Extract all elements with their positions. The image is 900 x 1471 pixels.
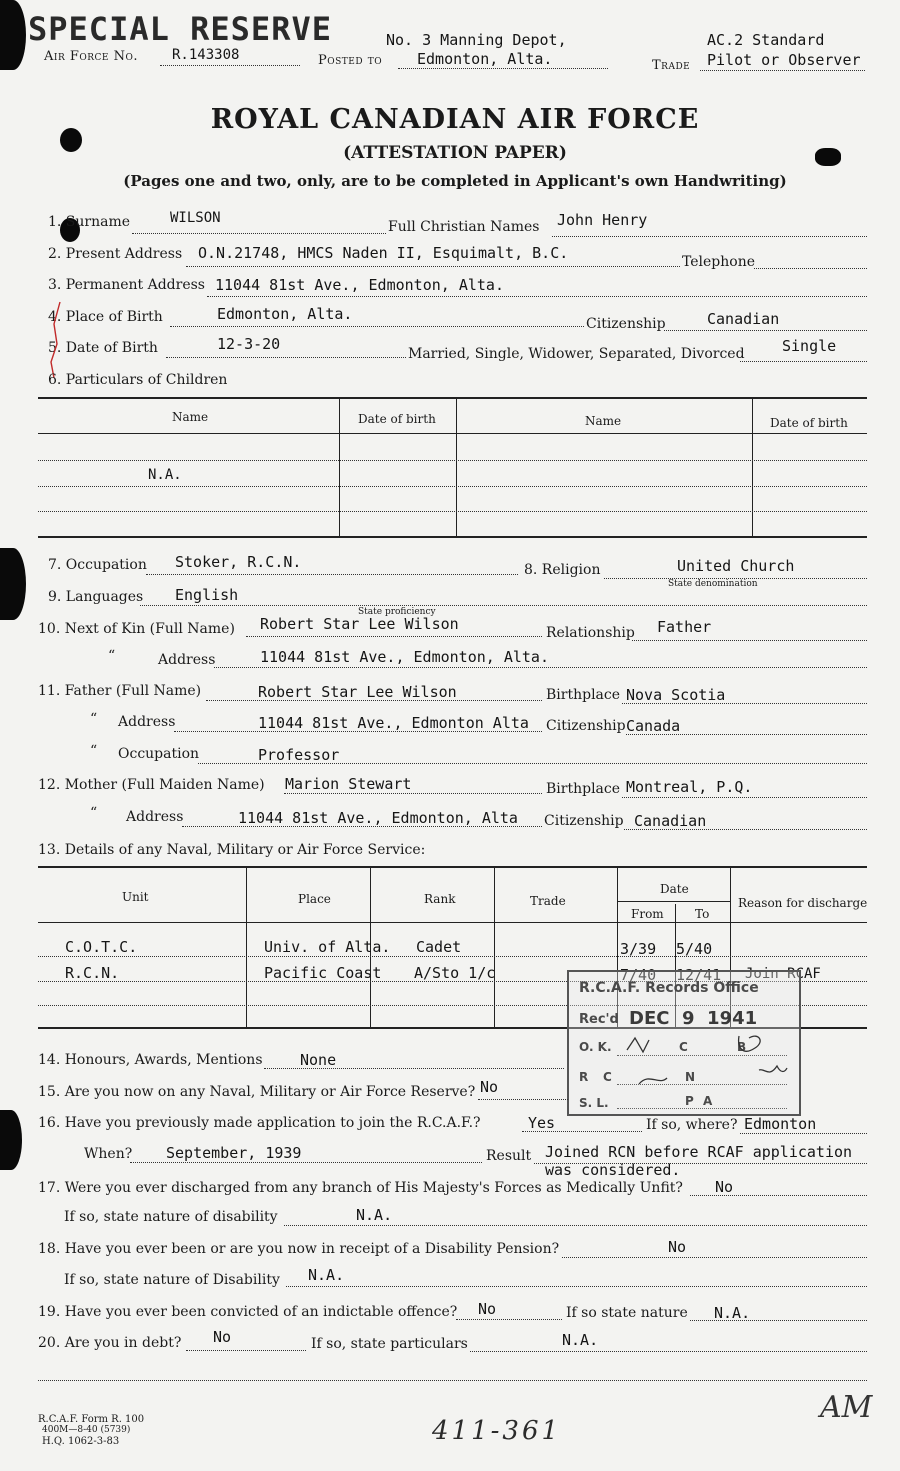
dotted-line <box>284 793 542 794</box>
q17-nature-value: N.A. <box>356 1206 393 1224</box>
when-value: September, 1939 <box>166 1144 302 1162</box>
dotted-line <box>206 700 542 701</box>
mother-citizenship-value: Canadian <box>634 812 707 830</box>
handwritten-initials <box>619 1028 789 1098</box>
service-place: Univ. of Alta. <box>264 938 391 956</box>
stamp-title: R.C.A.F. Records Office <box>579 980 759 996</box>
stamp-date: DEC 9 1941 <box>629 1008 758 1029</box>
mother-address-label: Address <box>126 809 184 825</box>
next-of-kin-label: 10. Next of Kin (Full Name) <box>38 621 235 637</box>
q16-value: Yes <box>528 1114 556 1132</box>
dotted-line <box>626 734 867 735</box>
dotted-line <box>664 330 867 331</box>
dotted-line <box>617 1108 787 1109</box>
father-address-value: 11044 81st Ave., Edmonton Alta <box>258 714 529 732</box>
dotted-line <box>264 1068 564 1069</box>
dotted-line <box>38 1380 867 1381</box>
service-to: 12/41 <box>676 966 722 984</box>
father-birthplace-value: Nova Scotia <box>626 686 726 704</box>
dotted-line <box>632 640 867 641</box>
q17-nature-label: If so, state nature of disability <box>64 1209 278 1225</box>
service-col-unit: Unit <box>122 890 149 904</box>
service-rank: Cadet <box>416 938 462 956</box>
special-reserve-stamp: SPECIAL RESERVE <box>28 10 332 48</box>
dotted-line <box>478 1099 568 1100</box>
citizenship-value: Canadian <box>707 310 780 328</box>
service-unit: R.C.N. <box>65 964 120 982</box>
q20-value: No <box>213 1328 232 1346</box>
religion-note: State denomination <box>668 579 758 589</box>
children-entry: N.A. <box>148 467 182 483</box>
telephone-label: Telephone <box>682 254 756 270</box>
date-of-birth-label: 5. Date of Birth <box>48 340 158 356</box>
surname-label: 1. Surname <box>48 214 131 230</box>
table-rule <box>339 398 340 536</box>
languages-label: 9. Languages <box>48 589 144 605</box>
father-label: 11. Father (Full Name) <box>38 683 202 699</box>
stamp-ok: O. K. <box>579 1040 612 1054</box>
result-label: Result <box>486 1148 532 1164</box>
service-from: 3/39 <box>620 940 657 958</box>
table-rule <box>246 867 247 1027</box>
dotted-line <box>166 357 406 358</box>
q18-nature-value: N.A. <box>308 1266 345 1284</box>
q17-label: 17. Were you ever discharged from any branch of His Majesty's Forces as Medically Unfit? <box>38 1180 683 1196</box>
table-rule <box>38 922 867 923</box>
dotted-line <box>38 486 867 487</box>
dotted-line <box>246 636 542 637</box>
dotted-line <box>740 1133 867 1134</box>
father-occupation-value: Professor <box>258 746 340 764</box>
father-birthplace-label: Birthplace <box>546 687 621 703</box>
table-rule <box>617 901 730 902</box>
father-address-label: Address <box>118 714 176 730</box>
service-col-reason: Reason for discharge <box>738 896 868 910</box>
children-col-name: Name <box>172 410 209 424</box>
dotted-line <box>754 268 867 269</box>
dotted-line <box>284 1225 867 1226</box>
christian-names-label: Full Christian Names <box>388 219 540 235</box>
table-rule <box>38 536 867 538</box>
date-of-birth-value: 12-3-20 <box>217 335 281 353</box>
dotted-line <box>38 956 867 957</box>
dotted-line <box>690 1320 867 1321</box>
dotted-line <box>740 361 867 362</box>
form-print-code: 400M—8-40 (5739) <box>42 1425 131 1435</box>
stamp-b: B <box>737 1040 747 1054</box>
check-mark <box>44 300 74 380</box>
q16-label: 16. Have you previously made application to join the R.C.A.F.? <box>38 1115 481 1131</box>
proficiency-note: State proficiency <box>358 607 436 617</box>
dotted-line <box>624 829 867 830</box>
dotted-line <box>38 460 867 461</box>
relationship-label: Relationship <box>546 625 635 641</box>
religion-label: 8. Religion <box>524 562 601 578</box>
service-col-trade: Trade <box>530 894 566 908</box>
service-label: 13. Details of any Naval, Military or Air Force Service: <box>38 842 426 858</box>
dotted-line <box>140 605 867 606</box>
punch-hole <box>0 0 26 70</box>
q19-value: No <box>478 1300 497 1318</box>
depot: No. 3 Manning Depot, <box>386 31 567 49</box>
posted-to-label: Posted to <box>318 53 383 68</box>
q14-label: 14. Honours, Awards, Mentions <box>38 1052 263 1068</box>
table-rule <box>38 866 867 868</box>
stamp-a: A <box>703 1094 713 1108</box>
service-place: Pacific Coast <box>264 964 382 982</box>
dotted-line <box>182 826 542 827</box>
punch-hole <box>0 1110 22 1170</box>
service-col-to: To <box>695 907 710 921</box>
service-reason: Join RCAF <box>745 966 821 982</box>
trade-label: Trade <box>652 58 691 73</box>
stamp-r: R <box>579 1070 589 1084</box>
dotted-line <box>690 1195 867 1196</box>
page-subtitle: (ATTESTATION PAPER) <box>343 143 567 163</box>
q19-label: 19. Have you ever been convicted of an indictable offence? <box>38 1304 458 1320</box>
q20-particulars-label: If so, state particulars <box>311 1336 468 1352</box>
father-occupation-label: Occupation <box>118 746 200 762</box>
dotted-line <box>398 68 608 69</box>
service-col-rank: Rank <box>424 892 456 906</box>
stamp-sl: S. L. <box>579 1096 609 1110</box>
punch-hole <box>0 548 26 620</box>
q18-label: 18. Have you ever been or are you now in receipt of a Disability Pension? <box>38 1241 560 1257</box>
dotted-line <box>174 731 542 732</box>
q17-value: No <box>715 1178 734 1196</box>
ditto-mark: “ <box>90 743 98 759</box>
dotted-line <box>552 236 867 237</box>
surname-value: WILSON <box>170 210 221 226</box>
present-address-value: O.N.21748, HMCS Naden II, Esquimalt, B.C. <box>198 244 569 262</box>
table-rule <box>494 867 495 1027</box>
trade: Pilot or Observer <box>707 51 861 69</box>
service-col-from: From <box>631 907 664 921</box>
dotted-line <box>562 1257 867 1258</box>
q16-where-label: If so, where? <box>646 1117 738 1133</box>
q15-value: No <box>480 1078 499 1096</box>
ditto-mark: “ <box>90 805 98 821</box>
handwritten-initials: AM <box>820 1390 873 1425</box>
page-title: ROYAL CANADIAN AIR FORCE <box>210 104 700 135</box>
dotted-line <box>170 326 584 327</box>
place-of-birth-label: 4. Place of Birth <box>48 309 163 325</box>
stamp-n: N <box>685 1070 696 1084</box>
christian-names-value: John Henry <box>557 211 648 229</box>
stamp-recd-label: Rec'd <box>579 1012 619 1027</box>
q15-label: 15. Are you now on any Naval, Military or Air Force Reserve? <box>38 1084 476 1100</box>
present-address-label: 2. Present Address <box>48 246 183 262</box>
father-value: Robert Star Lee Wilson <box>258 683 457 701</box>
stamp-p: P <box>685 1094 694 1108</box>
posted-to: Edmonton, Alta. <box>417 50 553 68</box>
permanent-address-label: 3. Permanent Address <box>48 277 205 293</box>
dotted-line <box>700 70 865 71</box>
air-force-no-label: Air Force No. <box>44 49 139 64</box>
table-rule <box>752 398 753 536</box>
place-of-birth-value: Edmonton, Alta. <box>217 305 353 323</box>
dotted-line <box>622 703 867 704</box>
q18-nature-label: If so, state nature of Disability <box>64 1272 280 1288</box>
dotted-line <box>286 1286 867 1287</box>
father-citizenship-value: Canada <box>626 717 681 735</box>
children-col-name: Name <box>585 414 622 428</box>
dotted-line <box>214 667 867 668</box>
grade: AC.2 Standard <box>707 31 825 49</box>
ditto-mark: “ <box>90 711 98 727</box>
dotted-line <box>132 233 386 234</box>
ditto-mark: “ <box>108 648 116 664</box>
q19-nature-value: N.A. <box>714 1304 751 1322</box>
permanent-address-value: 11044 81st Ave., Edmonton, Alta. <box>215 276 504 294</box>
mother-address-value: 11044 81st Ave., Edmonton, Alta <box>238 809 518 827</box>
q20-particulars-value: N.A. <box>562 1331 599 1349</box>
children-col-dob: Date of birth <box>770 416 848 430</box>
dotted-line <box>522 1131 642 1132</box>
occupation-label: 7. Occupation <box>48 557 147 573</box>
air-force-no: R.143308 <box>172 47 240 63</box>
dotted-line <box>470 1351 867 1352</box>
occupation-value: Stoker, R.C.N. <box>175 553 302 571</box>
stamp-c: C <box>679 1040 688 1054</box>
handwriting-instruction: (Pages one and two, only, are to be completed in Applicant's own Handwriting) <box>123 172 787 190</box>
next-of-kin-address-label: Address <box>158 652 216 668</box>
dotted-line <box>622 797 867 798</box>
dotted-line <box>456 1319 562 1320</box>
q18-value: No <box>668 1238 687 1256</box>
service-to: 5/40 <box>676 940 713 958</box>
dotted-line <box>130 1162 482 1163</box>
result-line-2: was considered. <box>545 1161 681 1179</box>
mother-birthplace-label: Birthplace <box>546 781 621 797</box>
result-line-1: Joined RCN before RCAF application <box>545 1143 853 1161</box>
dotted-line <box>160 65 300 66</box>
stamp-cc: C <box>603 1070 612 1084</box>
dotted-line <box>146 574 518 575</box>
dotted-line <box>198 763 867 764</box>
children-col-dob: Date of birth <box>358 412 436 426</box>
form-number: R.C.A.F. Form R. 100 <box>38 1414 145 1425</box>
dotted-line <box>186 266 680 267</box>
table-rule <box>38 397 867 399</box>
marital-status-value: Single <box>782 337 837 355</box>
records-office-stamp <box>567 970 801 1116</box>
form-hq-code: H.Q. 1062-3-83 <box>42 1436 120 1447</box>
table-rule <box>38 433 867 434</box>
dotted-line <box>38 511 867 512</box>
service-col-date: Date <box>660 882 689 896</box>
q20-label: 20. Are you in debt? <box>38 1335 182 1351</box>
table-rule <box>456 398 457 536</box>
relationship-value: Father <box>657 618 712 636</box>
mother-birthplace-value: Montreal, P.Q. <box>626 778 753 796</box>
religion-value: United Church <box>677 557 795 575</box>
next-of-kin-value: Robert Star Lee Wilson <box>260 615 459 633</box>
next-of-kin-address-value: 11044 81st Ave., Edmonton, Alta. <box>260 648 549 666</box>
q14-value: None <box>300 1051 337 1069</box>
service-rank: A/Sto 1/c <box>414 964 496 982</box>
service-unit: C.O.T.C. <box>65 938 138 956</box>
service-from: 7/40 <box>620 966 657 984</box>
dotted-line <box>186 1350 306 1351</box>
languages-value: English <box>175 586 239 604</box>
children-label: 6. Particulars of Children <box>48 372 228 388</box>
dotted-line <box>207 296 867 297</box>
marital-status-label: Married, Single, Widower, Separated, Divorced <box>408 346 745 362</box>
q19-nature-label: If so state nature <box>566 1305 688 1321</box>
mother-label: 12. Mother (Full Maiden Name) <box>38 777 265 793</box>
handwritten-number: 411-361 <box>432 1416 562 1446</box>
citizenship-label: Citizenship <box>586 316 666 332</box>
father-citizenship-label: Citizenship <box>546 718 626 734</box>
when-label: When? <box>84 1146 133 1162</box>
service-col-place: Place <box>298 892 331 906</box>
q16-where-value: Edmonton <box>744 1115 817 1133</box>
mother-citizenship-label: Citizenship <box>544 813 624 829</box>
mother-value: Marion Stewart <box>285 775 412 793</box>
